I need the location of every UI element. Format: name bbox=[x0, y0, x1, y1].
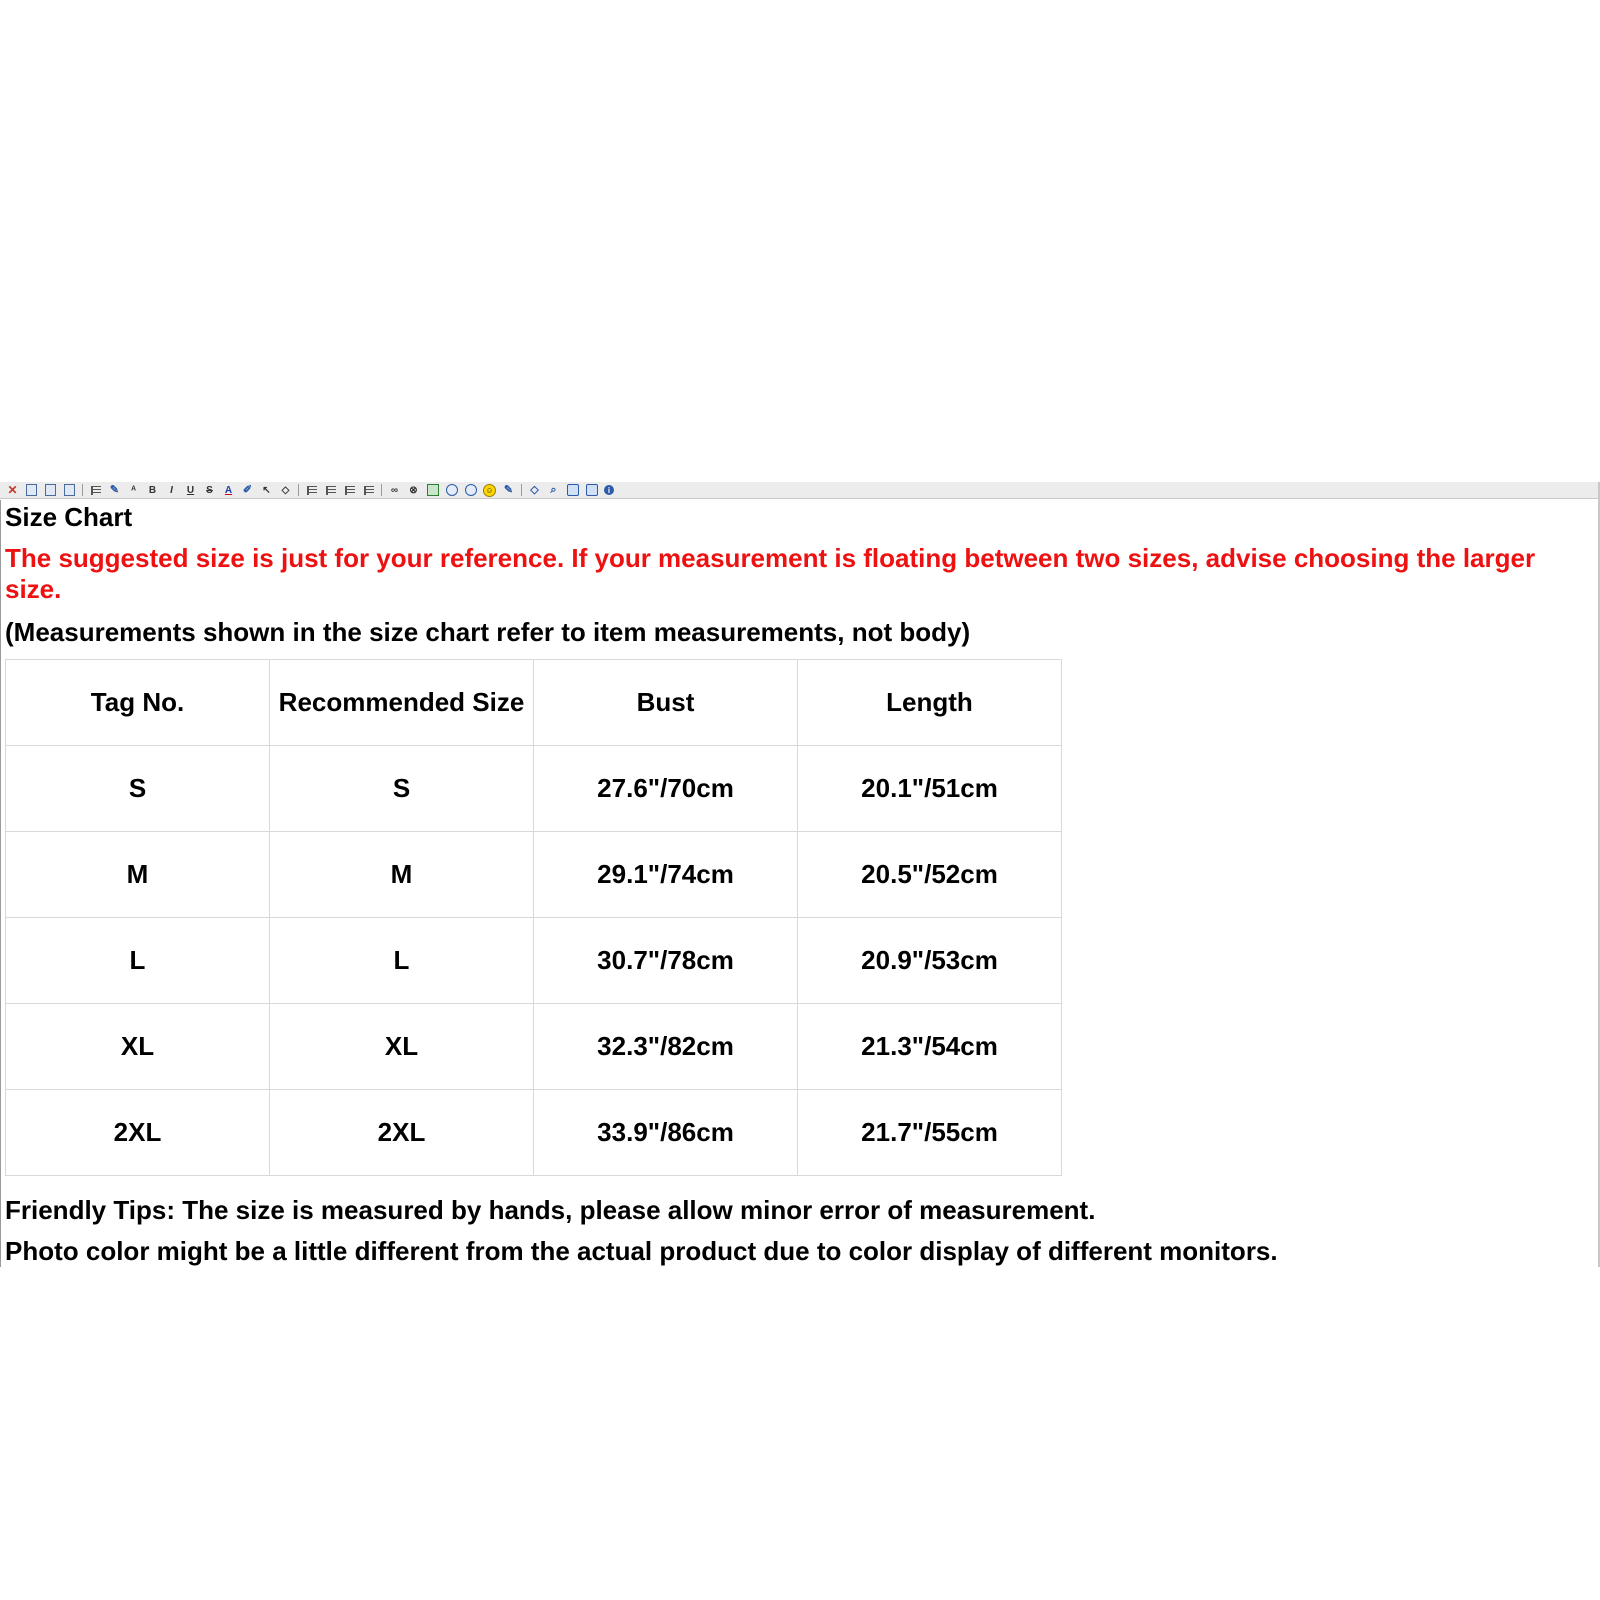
highlight-icon[interactable]: ✐ bbox=[242, 483, 253, 496]
cell-bust: 32.3"/82cm bbox=[534, 1004, 798, 1090]
preview-icon[interactable]: ⌕ bbox=[550, 483, 557, 496]
cell-recommended-size: S bbox=[270, 746, 534, 832]
cell-bust: 27.6"/70cm bbox=[534, 746, 798, 832]
cell-length: 20.5"/52cm bbox=[798, 832, 1062, 918]
color-disclaimer: Photo color might be a little different from the actual product due to color display of different monitors. bbox=[5, 1236, 1278, 1266]
cell-bust: 30.7"/78cm bbox=[534, 918, 798, 1004]
toolbar-separator bbox=[521, 484, 522, 496]
table-row bbox=[6, 746, 1062, 832]
strike-icon[interactable]: S bbox=[206, 484, 213, 496]
paste-icon[interactable] bbox=[45, 484, 56, 496]
font-color-icon[interactable]: A bbox=[224, 484, 233, 496]
cell-tag-no: XL bbox=[6, 1004, 270, 1090]
fullscreen-icon[interactable] bbox=[586, 484, 598, 496]
image-icon[interactable] bbox=[427, 484, 439, 496]
font-icon[interactable]: ᴬ bbox=[131, 484, 136, 496]
cell-bust: 29.1"/74cm bbox=[534, 832, 798, 918]
unlink-icon[interactable]: ⊗ bbox=[409, 484, 418, 496]
friendly-tip: Friendly Tips: The size is measured by hands, please allow minor error of measurement. bbox=[5, 1195, 1096, 1225]
cell-tag-no: M bbox=[6, 832, 270, 918]
cell-length: 21.3"/54cm bbox=[798, 1004, 1062, 1090]
table-header-row bbox=[6, 660, 1062, 746]
align-icon[interactable] bbox=[307, 486, 317, 495]
spell-icon[interactable]: ✎ bbox=[109, 483, 120, 496]
indent-icon[interactable] bbox=[345, 486, 355, 495]
header-length: Length bbox=[798, 660, 1062, 746]
cell-length: 20.9"/53cm bbox=[798, 918, 1062, 1004]
media-icon[interactable] bbox=[465, 484, 477, 496]
edit-icon[interactable]: ✎ bbox=[503, 483, 514, 496]
select-icon[interactable]: ↖ bbox=[262, 484, 271, 496]
cell-tag-no: 2XL bbox=[6, 1090, 270, 1176]
eraser-icon[interactable]: ◇ bbox=[281, 484, 290, 496]
copy-icon[interactable] bbox=[26, 484, 37, 496]
italic-icon[interactable]: I bbox=[170, 484, 173, 496]
cell-length: 20.1"/51cm bbox=[798, 746, 1062, 832]
measurement-note: (Measurements shown in the size chart refer to item measurements, not body) bbox=[5, 617, 971, 647]
print-icon[interactable] bbox=[567, 484, 579, 496]
cell-tag-no: L bbox=[6, 918, 270, 1004]
source-icon[interactable]: ◇ bbox=[530, 483, 539, 496]
cell-recommended-size: XL bbox=[270, 1004, 534, 1090]
paste-text-icon[interactable] bbox=[64, 484, 75, 496]
editor-toolbar bbox=[0, 482, 1598, 499]
cell-recommended-size: L bbox=[270, 918, 534, 1004]
cell-recommended-size: M bbox=[270, 832, 534, 918]
cell-bust: 33.9"/86cm bbox=[534, 1090, 798, 1176]
outdent-icon[interactable] bbox=[364, 486, 374, 495]
table-row bbox=[6, 918, 1062, 1004]
smiley-icon[interactable]: ☺ bbox=[483, 484, 496, 497]
toolbar-separator bbox=[298, 484, 299, 496]
link-icon[interactable]: ∞ bbox=[390, 484, 399, 496]
page-title: Size Chart bbox=[5, 502, 133, 532]
table-row bbox=[6, 1090, 1062, 1176]
header-tag-no: Tag No. bbox=[6, 660, 270, 746]
about-icon[interactable]: i bbox=[604, 485, 614, 495]
format-icon[interactable] bbox=[91, 486, 101, 495]
cell-length: 21.7"/55cm bbox=[798, 1090, 1062, 1176]
cell-tag-no: S bbox=[6, 746, 270, 832]
toolbar-separator bbox=[381, 484, 382, 496]
editor-border bbox=[0, 500, 1, 1267]
size-table bbox=[5, 659, 1062, 1176]
flash-icon[interactable] bbox=[446, 484, 458, 496]
header-bust: Bust bbox=[534, 660, 798, 746]
bold-icon[interactable]: B bbox=[148, 484, 157, 496]
cell-recommended-size: 2XL bbox=[270, 1090, 534, 1176]
size-notice: The suggested size is just for your reference. If your measurement is floating between two sizes, advise choosing the larger size. bbox=[5, 543, 1536, 604]
cut-icon[interactable]: ✕ bbox=[7, 482, 18, 497]
table-row bbox=[6, 1004, 1062, 1090]
table-row bbox=[6, 832, 1062, 918]
rich-text-editor bbox=[0, 482, 1600, 1267]
header-recommended-size: Recommended Size bbox=[270, 660, 534, 746]
list-icon[interactable] bbox=[326, 486, 336, 495]
toolbar-separator bbox=[82, 484, 83, 496]
underline-icon[interactable]: U bbox=[186, 484, 195, 496]
